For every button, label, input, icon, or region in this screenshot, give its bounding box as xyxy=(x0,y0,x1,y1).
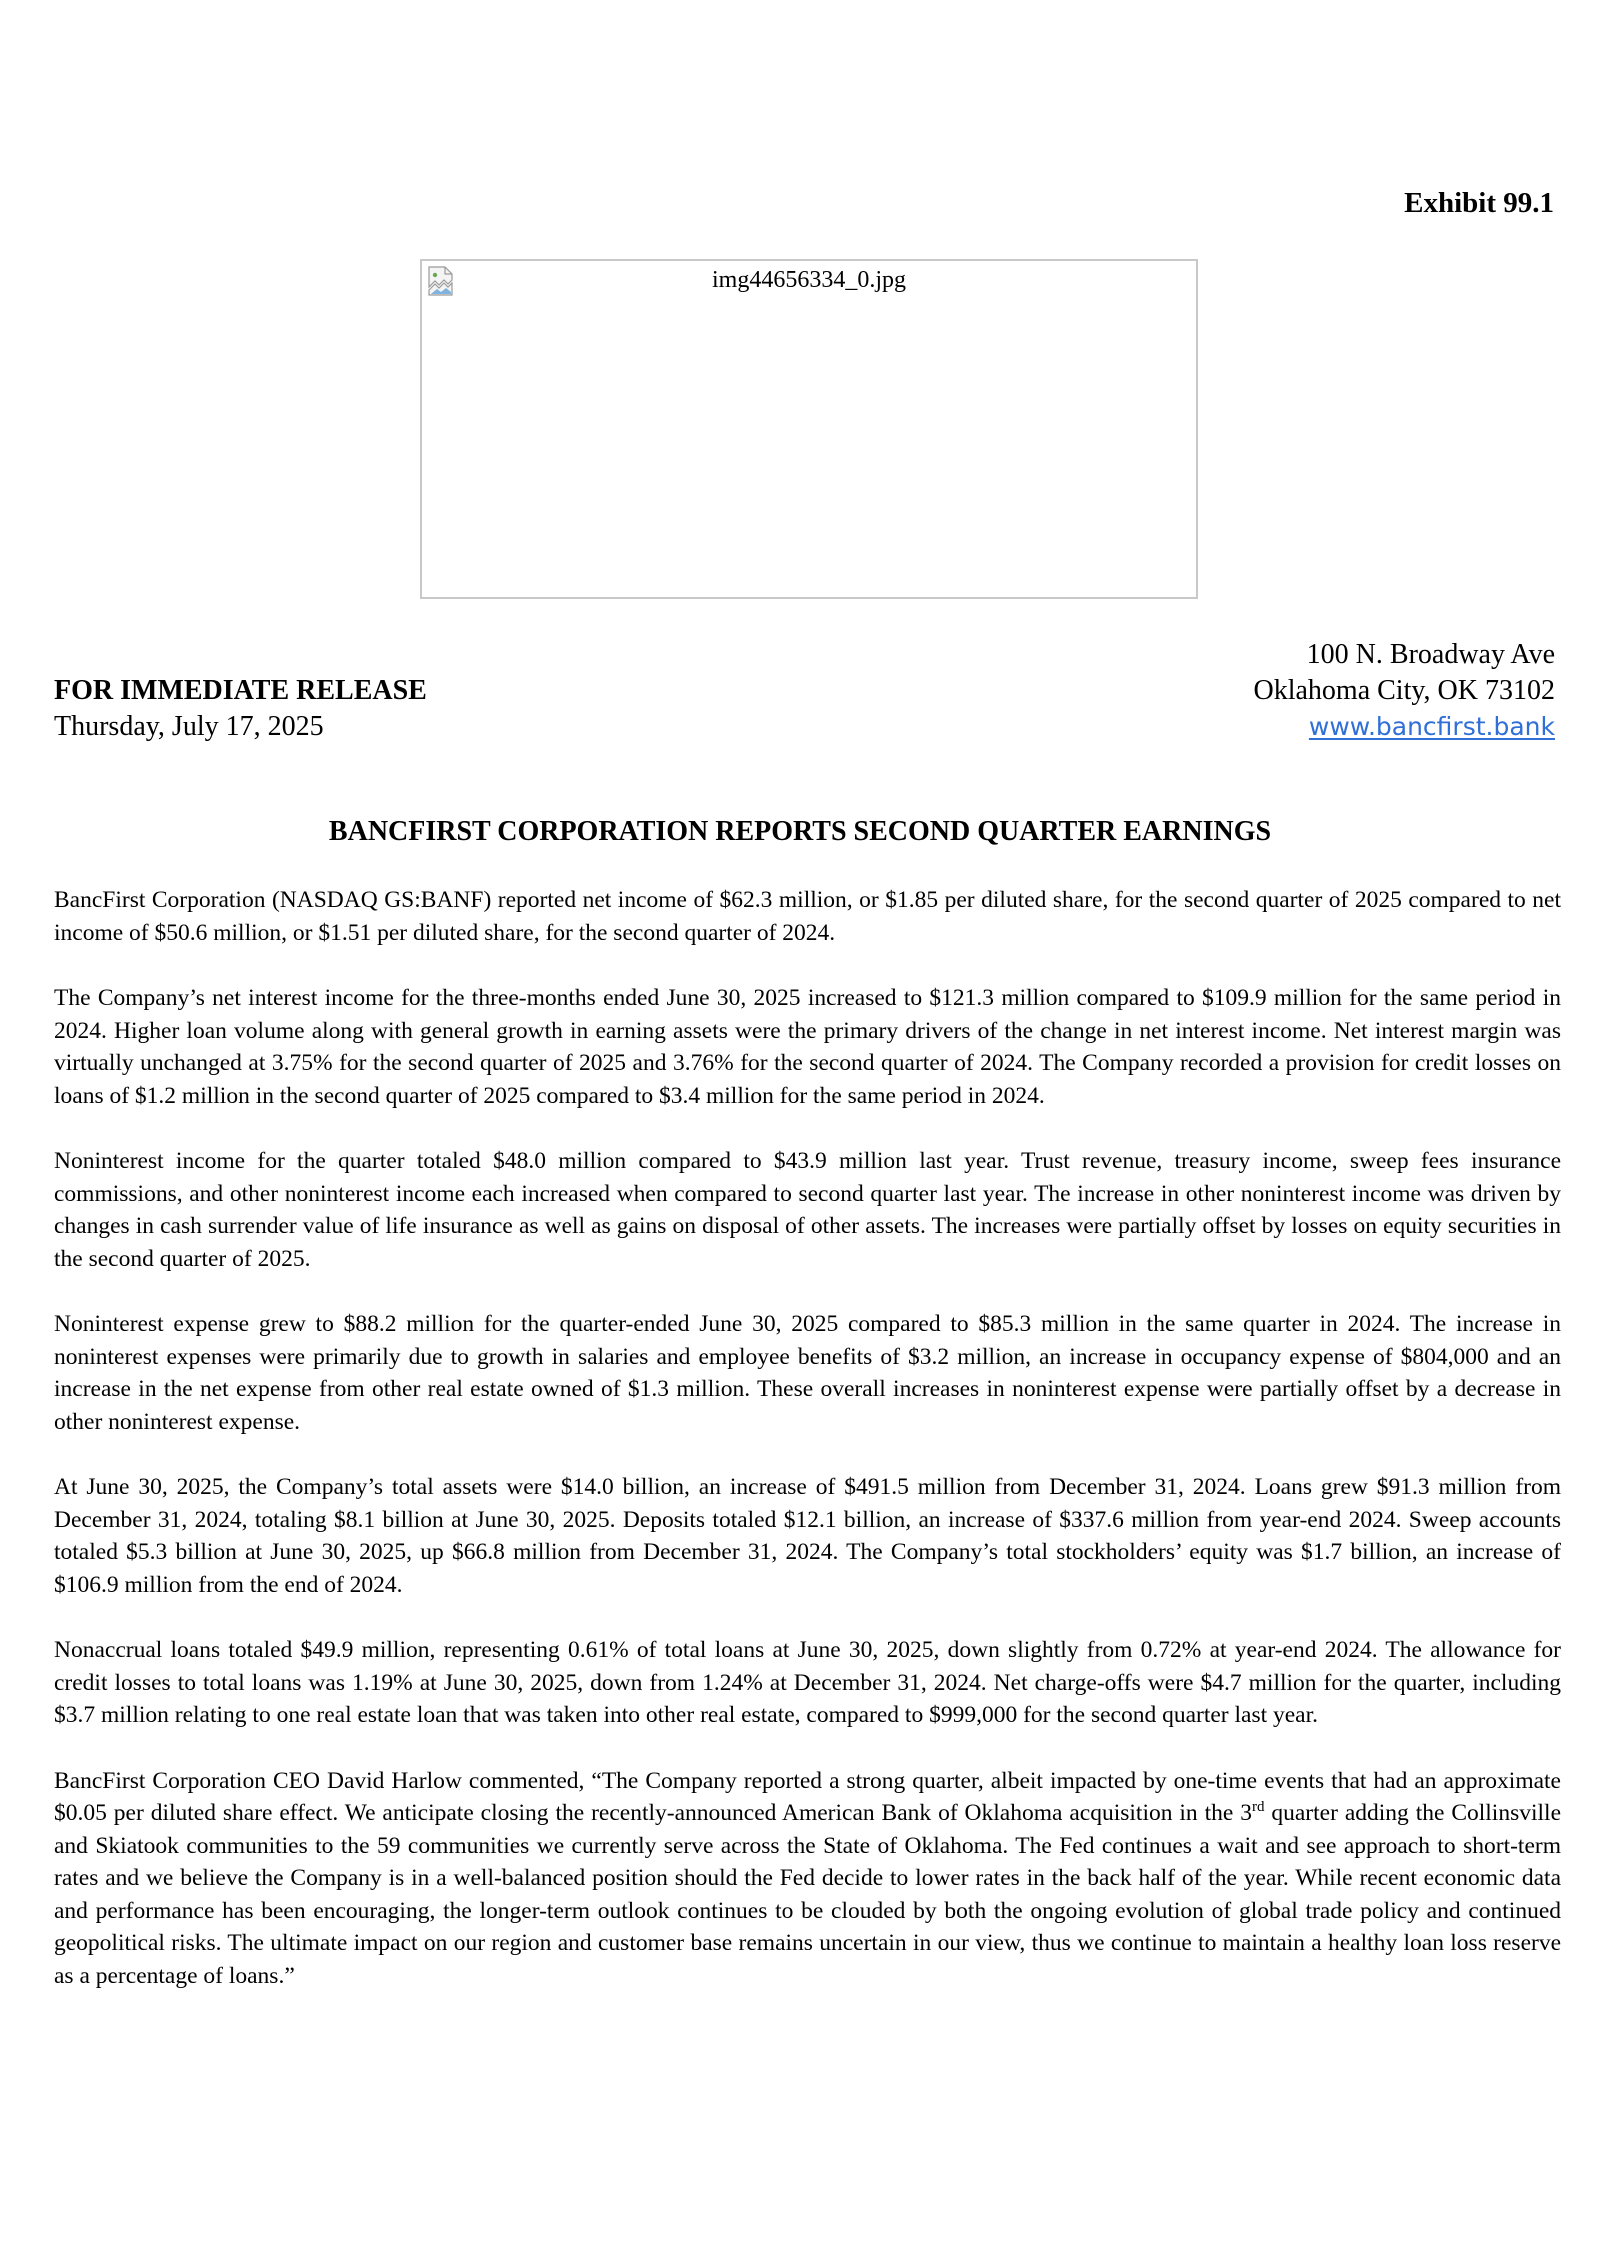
press-release-headline: BANCFIRST CORPORATION REPORTS SECOND QUARTER EARNINGS xyxy=(328,816,1272,847)
logo-alt-text: img44656334_0.jpg xyxy=(711,267,906,293)
paragraph-net-income: BancFirst Corporation (NASDAQ GS:BANF) reported net income of $62.3 million, or $1.85 per diluted share, for the second quarter of 2025 compared to net income of $50.6 million, or $1.51 per diluted share, for the second quarter of 2024. xyxy=(54,887,1561,946)
website-link[interactable]: www.bancfirst.bank xyxy=(1308,712,1555,741)
address-city: Oklahoma City, OK 73102 xyxy=(1253,675,1555,706)
ordinal-suffix: rd xyxy=(1251,1799,1265,1816)
company-logo-image xyxy=(420,259,1198,599)
ceo-quote-part-1: BancFirst Corporation CEO David Harlow commented, “The Company reported a strong quarter, albeit impacted by one-time events that had an approximate $0.05 per diluted share effect. We anticipate closing the recently-announced American Bank of Oklahoma acquisition in the 3 xyxy=(54,1767,1561,1826)
press-release-body xyxy=(54,884,1561,2025)
paragraph-noninterest-income: Noninterest income for the quarter totaled $48.0 million compared to $43.9 million last year. Trust revenue, treasury income, sweep fees insurance commissions, and other noninterest income each increased when compared to second quarter last year. The increase in other noninterest income was driven by changes in cash surrender value of life insurance as well as gains on disposal of other assets. The increases were partially offset by losses on equity securities in the second quarter of 2025. xyxy=(54,1148,1561,1272)
paragraph-noninterest-expense: Noninterest expense grew to $88.2 million for the quarter-ended June 30, 2025 compared to $85.3 million in the same quarter in 2024. The increase in noninterest expenses were primarily due to growth in salaries and employee benefits of $3.2 million, an increase in occupancy expense of $804,000 and an increase in the net expense from other real estate owned of $1.3 million. These overall increases in noninterest expense were partially offset by a decrease in other noninterest expense. xyxy=(54,1311,1561,1435)
address-street: 100 N. Broadway Ave xyxy=(1306,639,1555,670)
paragraph-asset-quality: Nonaccrual loans totaled $49.9 million, representing 0.61% of total loans at June 30, 2025, down slightly from 0.72% at year-end 2024. The allowance for credit losses to total loans was 1.19% at June 30, 2025, down from 1.24% at December 31, 2024. Net charge-offs were $4.7 million for the quarter, including $3.7 million relating to one real estate loan that was taken into other real estate, compared to $999,000 for the second quarter last year. xyxy=(54,1637,1561,1728)
release-info xyxy=(54,673,427,745)
company-address xyxy=(1254,637,1556,745)
exhibit-label: Exhibit 99.1 xyxy=(1404,187,1554,219)
paragraph-net-interest-income: The Company’s net interest income for the three-months ended June 30, 2025 increased to $121.3 million compared to $109.9 million for the same period in 2024. Higher loan volume along with general growth in earning assets were the primary drivers of the change in net interest income. Net interest margin was virtually unchanged at 3.75% for the second quarter of 2025 and 3.76% for the second quarter of 2024. The Company recorded a provision for credit losses on loans of $1.2 million in the second quarter of 2025 compared to $3.4 million for the same period in 2024. xyxy=(54,985,1561,1109)
paragraph-ceo-quote xyxy=(54,1765,1561,1993)
paragraph-balance-sheet: At June 30, 2025, the Company’s total assets were $14.0 billion, an increase of $491.5 million from December 31, 2024. Loans grew $91.3 million from December 31, 2024, totaling $8.1 billion at June 30, 2025. Deposits totaled $12.1 billion, an increase of $337.6 million from year-end 2024. Sweep accounts totaled $5.3 billion at June 30, 2025, up $66.8 million from December 31, 2024. The Company’s total stockholders’ equity was $1.7 billion, an increase of $106.9 million from the end of 2024. xyxy=(54,1474,1561,1598)
release-date: Thursday, July 17, 2025 xyxy=(54,711,324,742)
ceo-quote-part-2: quarter adding the Collinsville and Skiatook communities to the 59 communities we currently serve across the State of Oklahoma. The Fed continues a wait and see approach to short-term rates and we believe the Company is in a well-balanced position should the Fed decide to lower rates in the back half of the year. While recent economic data and performance has been encouraging, the longer-term outlook continues to be clouded by both the ongoing evolution of global trade policy and continued geopolitical risks. The ultimate impact on our region and customer base remains uncertain in our view, thus we continue to maintain a healthy loan loss reserve as a percentage of loans.” xyxy=(54,1800,1561,1989)
release-label: FOR IMMEDIATE RELEASE xyxy=(54,675,427,706)
